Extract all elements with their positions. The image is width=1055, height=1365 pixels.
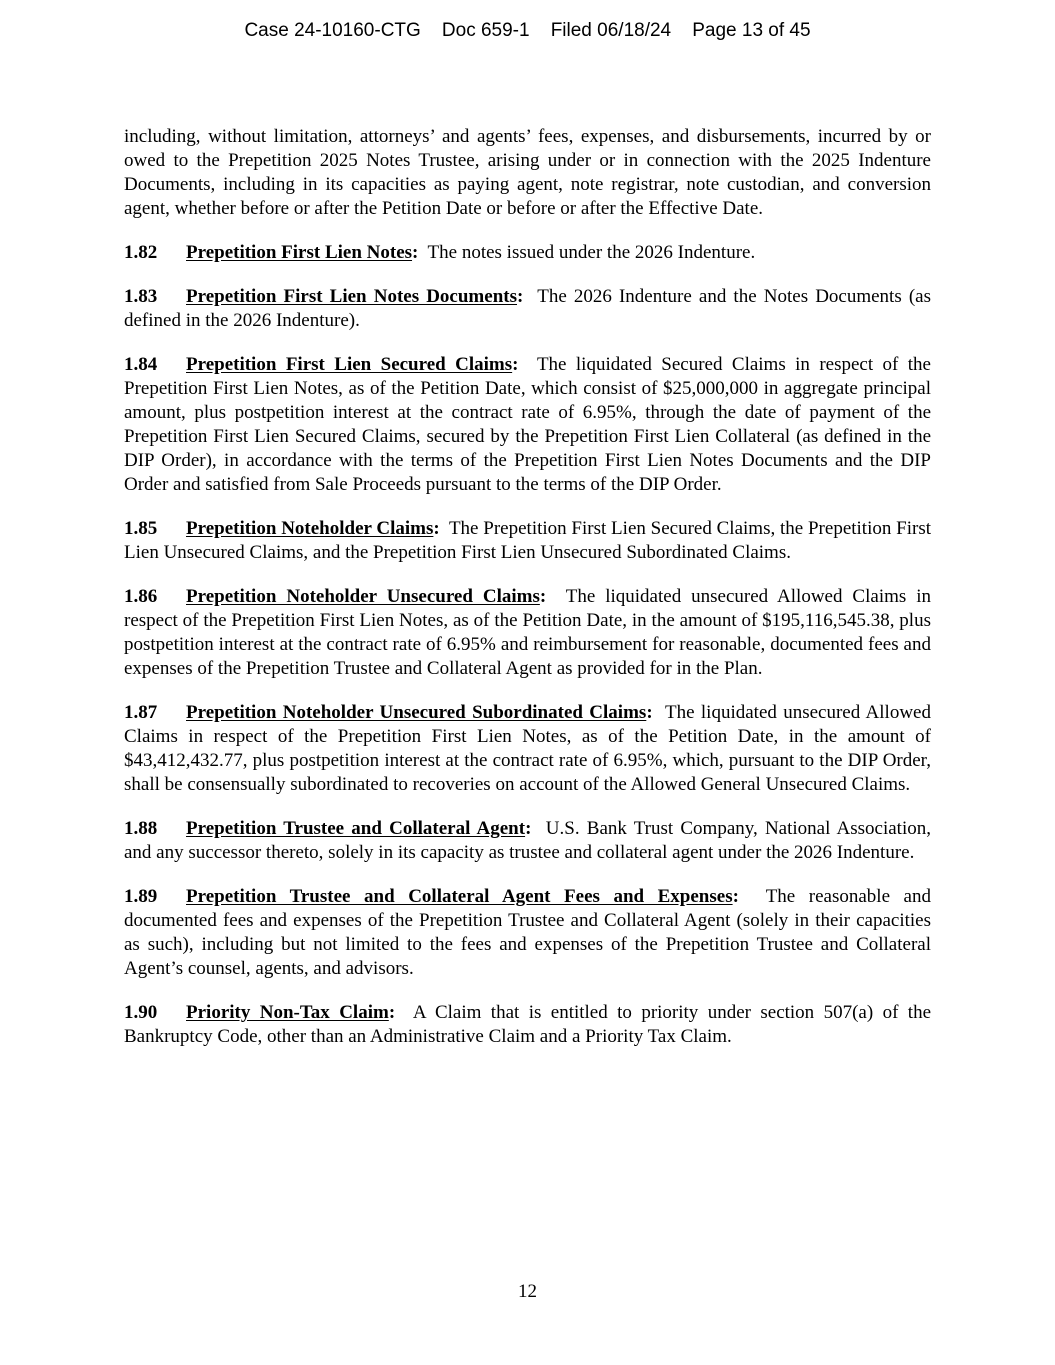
section-number: 1.83 — [124, 286, 158, 307]
definition-text: The 2026 Indenture and the Notes Documents (as defined in the 2026 Indenture). — [124, 286, 931, 331]
defined-term: Prepetition Noteholder Unsecured Subordinated Claims — [186, 702, 647, 723]
case-header: Case 24-10160-CTG Doc 659-1 Filed 06/18/24 Page 13 of 45 — [244, 20, 811, 41]
definition-1-86: 1.86 Prepetition Noteholder Unsecured Claims: The liquidated unsecured Allowed Claims in respect of the Prepetition First Lien Notes, as of the Petition Date, in the amount of $195,116,545.38, plus postpetition interest at the contract rate of 6.95% and reimbursement for reasonable, documented fees and expenses of the Prepetition Trustee and Collateral Agent as provided for in the Plan. — [124, 586, 931, 679]
definition-text: The liquidated Secured Claims in respect of the Prepetition First Lien Notes, as of the Petition Date, which consist of $25,000,000 in aggregate principal amount, plus postpetition interest at the contract rate of 6.95%, through the date of payment of the Prepetition First Lien Secured Claims, secured by the Prepetition First Lien Collateral (as defined in the DIP Order), in accordance with the terms of the Prepetition First Lien Notes Documents and the DIP Order and satisfied from Sale Proceeds pursuant to the terms of the DIP Order. — [124, 354, 931, 495]
document-body — [124, 125, 931, 1069]
section-number: 1.82 — [124, 242, 158, 263]
definition-text: The reasonable and documented fees and expenses of the Prepetition Trustee and Collateral Agent (solely in their capacities as such), including but not limited to the fees and expenses of the Prepetition Trustee and Collateral Agent’s counsel, agents, and advisors. — [124, 886, 931, 979]
section-number: 1.90 — [124, 1002, 158, 1023]
defined-term: Prepetition Noteholder Unsecured Claims — [186, 586, 540, 607]
defined-term: Prepetition First Lien Secured Claims — [186, 354, 513, 375]
definition-1-90: 1.90 Priority Non-Tax Claim: A Claim that is entitled to priority under section 507(a) of the Bankruptcy Code, other than an Administrative Claim and a Priority Tax Claim. — [124, 1002, 932, 1047]
definition-1-84: 1.84 Prepetition First Lien Secured Claims: The liquidated Secured Claims in respect of the Prepetition First Lien Notes, as of the Petition Date, which consist of $25,000,000 in aggregate principal amount, plus postpetition interest at the contract rate of 6.95%, through the date of payment of the Prepetition First Lien Secured Claims, secured by the Prepetition First Lien Collateral (as defined in the DIP Order), in accordance with the terms of the Prepetition First Lien Notes Documents and the DIP Order and satisfied from Sale Proceeds pursuant to the terms of the DIP Order. — [124, 354, 931, 495]
definition-1-85: 1.85 Prepetition Noteholder Claims: The Prepetition First Lien Secured Claims, the Prepetition First Lien Unsecured Claims, and the Prepetition First Lien Unsecured Subordinated Claims. — [124, 518, 931, 563]
section-number: 1.86 — [124, 586, 158, 607]
section-number: 1.88 — [124, 818, 158, 839]
page-number: 12 — [518, 1281, 537, 1302]
defined-term: Prepetition Trustee and Collateral Agent — [186, 818, 526, 839]
intro-paragraph: including, without limitation, attorneys’ and agents’ fees, expenses, and disbursements, incurred by or owed to the Prepetition 2025 Notes Trustee, arising under or in connection with the 2025 Indenture Documents, including in its capacities as paying agent, note registrar, note custodian, and conversion agent, whether before or after the Petition Date or before or after the Effective Date. — [124, 126, 931, 219]
defined-term: Prepetition First Lien Notes — [186, 242, 413, 263]
defined-term: Prepetition Noteholder Claims — [186, 518, 434, 539]
section-number: 1.85 — [124, 518, 158, 539]
defined-term: Prepetition First Lien Notes Documents — [186, 286, 517, 307]
section-number: 1.89 — [124, 886, 158, 907]
defined-term: Prepetition Trustee and Collateral Agent Fees and Expenses — [186, 886, 733, 907]
definition-text: A Claim that is entitled to priority under section 507(a) of the Bankruptcy Code, other than an Administrative Claim and a Priority Tax Claim. — [124, 1002, 932, 1047]
definition-1-82: 1.82 Prepetition First Lien Notes: The notes issued under the 2026 Indenture. — [124, 242, 756, 263]
section-number: 1.84 — [124, 354, 158, 375]
definition-1-83: 1.83 Prepetition First Lien Notes Documents: The 2026 Indenture and the Notes Documents (as defined in the 2026 Indenture). — [124, 286, 931, 331]
definition-1-89: 1.89 Prepetition Trustee and Collateral Agent Fees and Expenses: The reasonable and documented fees and expenses of the Prepetition Trustee and Collateral Agent (solely in their capacities as such), including but not limited to the fees and expenses of the Prepetition Trustee and Collateral Agent’s counsel, agents, and advisors. — [124, 886, 931, 979]
definition-text: The notes issued under the 2026 Indenture. — [427, 242, 756, 263]
definition-text: U.S. Bank Trust Company, National Association, and any successor thereto, solely in its capacity as trustee and collateral agent under the 2026 Indenture. — [124, 818, 931, 863]
definition-1-87: 1.87 Prepetition Noteholder Unsecured Subordinated Claims: The liquidated unsecured Allowed Claims in respect of the Prepetition First Lien Notes, as of the Petition Date, in the amount of $43,412,432.77, plus postpetition interest at the contract rate of 6.95%, which, pursuant to the DIP Order, shall be consensually subordinated to recoveries on account of the Allowed General Unsecured Claims. — [124, 702, 931, 795]
section-number: 1.87 — [124, 702, 158, 723]
definition-text: The Prepetition First Lien Secured Claims, the Prepetition First Lien Unsecured Claims, and the Prepetition First Lien Unsecured Subordinated Claims. — [124, 518, 931, 563]
definition-text: The liquidated unsecured Allowed Claims in respect of the Prepetition First Lien Notes, as of the Petition Date, in the amount of $195,116,545.38, plus postpetition interest at the contract rate of 6.95% and reimbursement for reasonable, documented fees and expenses of the Prepetition Trustee and Collateral Agent as provided for in the Plan. — [124, 586, 931, 679]
definition-text: The liquidated unsecured Allowed Claims in respect of the Prepetition First Lien Notes, as of the Petition Date, in the amount of $43,412,432.77, plus postpetition interest at the contract rate of 6.95%, which, pursuant to the DIP Order, shall be consensually subordinated to recoveries on account of the Allowed General Unsecured Claims. — [124, 702, 931, 795]
definition-1-88: 1.88 Prepetition Trustee and Collateral Agent: U.S. Bank Trust Company, National Association, and any successor thereto, solely in its capacity as trustee and collateral agent under the 2026 Indenture. — [124, 818, 931, 863]
defined-term: Priority Non-Tax Claim — [186, 1002, 389, 1023]
